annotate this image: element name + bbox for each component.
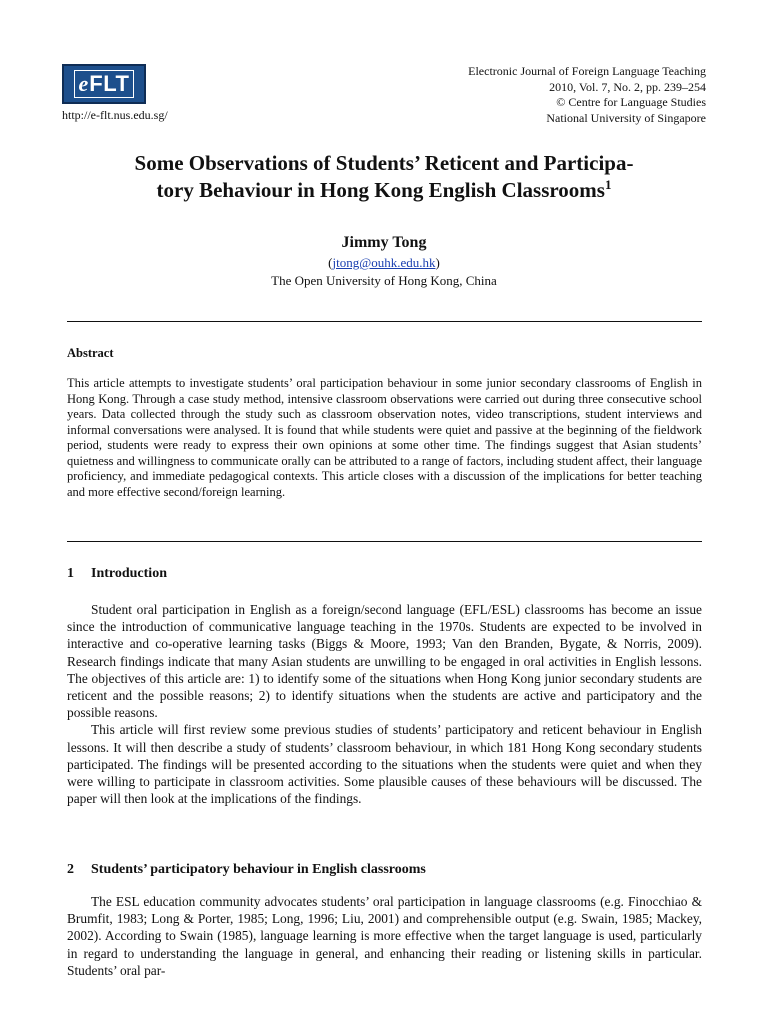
journal-info: [468, 64, 706, 126]
site-url[interactable]: http://e-flt.nus.edu.sg/: [62, 108, 168, 122]
section-1-heading: [67, 566, 167, 582]
author-affiliation: The Open University of Hong Kong, China: [271, 273, 497, 288]
author-name: Jimmy Tong: [341, 234, 427, 251]
title-line-1: Some Observations of Students’ Reticent and Participa-: [134, 151, 634, 175]
journal-logo: [62, 64, 146, 104]
section-1-number: 1: [67, 566, 74, 581]
title-line-2: [62, 177, 706, 204]
logo-frame: [74, 70, 135, 98]
bottom-rule: [67, 541, 702, 542]
abstract-heading: Abstract: [67, 346, 114, 360]
section-2-title: Students’ participatory behaviour in English classrooms: [91, 862, 426, 877]
logo-e: e: [78, 71, 89, 96]
abstract-text: This article attempts to investigate students’ oral participation behaviour in some junior secondary classrooms of English in Hong Kong. Through a case study method, intensive classroom observations were carried out during three consecutive school years. Data collected through the study such as classroom observation notes, video transcriptions, student interviews and informal conversations were analysed. It is found that while students were quiet and passive at the beginning of the fieldwork period, students were ready to express their own opinions at some other time. The findings suggest that Asian students’ quietness and willingness to communicate orally can be attributed to a range of factors, including student affect, their language proficiency, and immediate pedagogical contexts. This article closes with a discussion of the implications for better teaching and more effective second/foreign learning.: [67, 376, 702, 499]
section-2-paragraph-1: The ESL education community advocates students’ oral participation in language classrooms (e.g. Finocchiao & Brumfit, 1983; Long & Porter, 1985; Long, 1996; Liu, 2001) and comprehensible output (e.g. Swain, 1985; Mackey, 2002). According to Swain (1985), language learning is more effective when the target language is used, particularly in regard to understanding the language in general, and enhancing their reading or listening skills in particular. Students’ oral par-: [67, 894, 702, 978]
email-paren-close: ): [435, 255, 440, 270]
author-email-line: [62, 255, 706, 271]
top-rule: [67, 321, 702, 322]
section-2-number: 2: [67, 862, 74, 877]
section-1-title: Introduction: [91, 566, 167, 581]
email-paren-open: (: [328, 255, 333, 270]
title-footnote-mark[interactable]: 1: [604, 177, 612, 192]
logo-flt: FLT: [89, 71, 130, 96]
journal-institution: National University of Singapore: [546, 110, 706, 125]
journal-copyright: © Centre for Language Studies: [556, 95, 706, 109]
author-email-link[interactable]: jtong@ouhk.edu.hk: [332, 255, 436, 270]
section-2-heading: [67, 862, 426, 878]
journal-issue: 2010, Vol. 7, No. 2, pp. 239–254: [549, 79, 706, 94]
section-1-body: [67, 601, 702, 807]
journal-name: Electronic Journal of Foreign Language Teaching: [468, 64, 706, 78]
section-1-paragraph-1: Student oral participation in English as a foreign/second language (EFL/ESL) classrooms has become an issue since the introduction of communicative language teaching in the 1970s. Students are expected to be involved in interactive and co-operative learning tasks (Biggs & Moore, 1993; Van den Branden, Bygate, & Norris, 2009). Research findings indicate that many Asian students are unwilling to be engaged in oral activities in English lessons. The objectives of this article are: 1) to identify some of the situations when Hong Kong junior secondary students are reticent and the possible reasons; 2) to identify situations when the students are active and participatory and the possible reasons.: [67, 602, 702, 721]
section-2-body: [67, 893, 702, 979]
title-line-2-text: tory Behaviour in Hong Kong English Classrooms: [156, 178, 605, 202]
paper-title: [62, 150, 706, 204]
section-1-paragraph-2: This article will first review some previous studies of students’ participatory and reticent behaviour in English lessons. It will then describe a study of students’ classroom behaviour, in which 181 Hong Kong secondary students participated. The findings will be presented according to the situations when the students were quiet and when they were willing to participate in classroom activities. Some plausible causes of these behaviours will be discussed. The paper will then look at the implications of the findings.: [67, 722, 702, 807]
